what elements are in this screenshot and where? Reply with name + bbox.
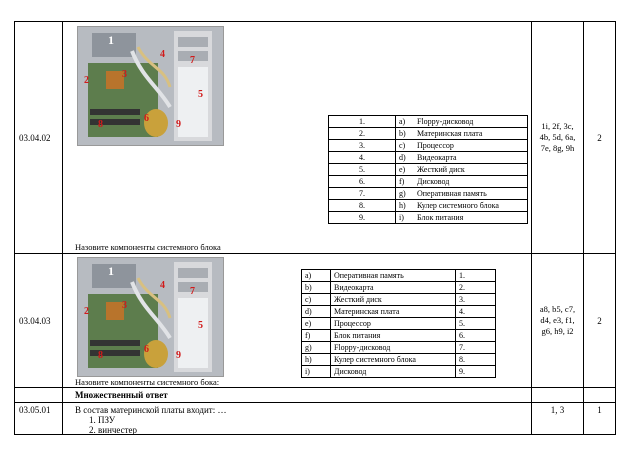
row2-component: Жесткий диск xyxy=(331,294,456,306)
row1-answer-line: 7e, 8g, 9h xyxy=(540,143,575,153)
row2-component: Материнская плата xyxy=(331,306,456,318)
row3-code: 03.05.01 xyxy=(19,405,51,415)
row2-photo-label-8: 8 xyxy=(98,350,103,361)
row1-component: Кулер системного блока xyxy=(414,200,528,212)
row1-photo-label-5: 5 xyxy=(198,89,203,100)
table-row xyxy=(329,164,528,176)
row2-letter: d) xyxy=(302,306,331,318)
table-row xyxy=(302,342,496,354)
table-row xyxy=(329,176,528,188)
row1-component: Оперативная память xyxy=(414,188,528,200)
row1-component: Блок питания xyxy=(414,212,528,224)
row2-component: Floppy-дисковод xyxy=(331,342,456,354)
row2-answer-line: d4, e3, f1, xyxy=(540,315,575,325)
row2-num: 4. xyxy=(456,306,496,318)
row2-letter: g) xyxy=(302,342,331,354)
row1-num: 2. xyxy=(329,128,396,140)
row3-code-cell xyxy=(14,402,63,435)
table-row xyxy=(302,330,496,342)
section-title-cell xyxy=(62,387,532,403)
row1-letter: a) xyxy=(396,116,415,128)
row2-num: 9. xyxy=(456,366,496,378)
row1-score-cell xyxy=(583,21,616,254)
row1-num: 8. xyxy=(329,200,396,212)
row2-photo-label-5: 5 xyxy=(198,320,203,331)
row2-code-cell xyxy=(14,253,63,388)
row1-letter: e) xyxy=(396,164,415,176)
row1-caption: Назовите компоненты системного блока xyxy=(75,242,221,252)
table-row xyxy=(329,128,528,140)
row1-photo-label-2: 2 xyxy=(84,75,89,86)
row2-num: 1. xyxy=(456,270,496,282)
row2-component: Дисковод xyxy=(331,366,456,378)
row3-question-cell xyxy=(62,402,532,435)
row2-component: Оперативная память xyxy=(331,270,456,282)
table-row xyxy=(329,116,528,128)
row1-num: 4. xyxy=(329,152,396,164)
row1-answer-line: 4b, 5d, 6a, xyxy=(539,132,576,142)
row2-photo-label-7: 7 xyxy=(190,286,195,297)
row1-matching-table xyxy=(328,115,528,224)
row2-component: Блок питания xyxy=(331,330,456,342)
row2-score: 2 xyxy=(597,315,602,326)
row1-letter: b) xyxy=(396,128,415,140)
row3-option-2: 2. винчестер xyxy=(89,425,138,435)
table-row xyxy=(329,188,528,200)
row1-letter: f) xyxy=(396,176,415,188)
row2-answer-line: a8, b5, c7, xyxy=(539,304,576,314)
row2-component: Процессор xyxy=(331,318,456,330)
row1-num: 1. xyxy=(329,116,396,128)
table-row xyxy=(329,140,528,152)
section-title: Множественный ответ xyxy=(75,390,168,400)
table-row xyxy=(302,306,496,318)
section-score-cell xyxy=(583,387,616,403)
row1-code: 03.04.02 xyxy=(19,132,51,143)
table-row xyxy=(329,200,528,212)
row3-score-cell xyxy=(583,402,616,435)
row1-letter: i) xyxy=(396,212,415,224)
row2-letter: e) xyxy=(302,318,331,330)
row1-photo-label-7: 7 xyxy=(190,55,195,66)
row1-letter: c) xyxy=(396,140,415,152)
row2-photo-label-3: 3 xyxy=(122,300,127,311)
row1-component: Видеокарта xyxy=(414,152,528,164)
row1-letter: d) xyxy=(396,152,415,164)
row2-num: 6. xyxy=(456,330,496,342)
row1-answer-cell xyxy=(531,21,584,254)
row1-component: Floppy-дисковод xyxy=(414,116,528,128)
table-row xyxy=(329,152,528,164)
row2-answer-line: g6, h9, i2 xyxy=(541,326,574,336)
row2-photo-label-4: 4 xyxy=(160,280,165,291)
row1-letter: h) xyxy=(396,200,415,212)
row2-letter: c) xyxy=(302,294,331,306)
row2-component: Видеокарта xyxy=(331,282,456,294)
row2-photo-label-9: 9 xyxy=(176,350,181,361)
table-row xyxy=(329,212,528,224)
row1-score: 2 xyxy=(597,132,602,143)
row2-num: 2. xyxy=(456,282,496,294)
row2-matching-table xyxy=(301,269,496,378)
row1-num: 3. xyxy=(329,140,396,152)
table-row xyxy=(302,294,496,306)
row3-answer-cell xyxy=(531,402,584,435)
row1-photo-label-3: 3 xyxy=(122,69,127,80)
row1-system-unit-photo xyxy=(77,26,224,146)
row2-component: Кулер системного блока xyxy=(331,354,456,366)
row2-num: 5. xyxy=(456,318,496,330)
row1-code-cell xyxy=(14,21,63,254)
row3-option-1: 1. ПЗУ xyxy=(89,415,116,425)
row2-photo-label-2: 2 xyxy=(84,306,89,317)
row3-score: 1 xyxy=(597,405,602,415)
row1-photo-label-9: 9 xyxy=(176,119,181,130)
table-row xyxy=(302,366,496,378)
row2-letter: a) xyxy=(302,270,331,282)
row1-num: 9. xyxy=(329,212,396,224)
row2-score-cell xyxy=(583,253,616,388)
row1-component: Жесткий диск xyxy=(414,164,528,176)
row1-answer-line: 1i, 2f, 3c, xyxy=(541,121,574,131)
row2-letter: i) xyxy=(302,366,331,378)
row2-system-unit-photo xyxy=(77,257,224,377)
table-row xyxy=(302,354,496,366)
row3-question: В состав материнской платы входит: … xyxy=(75,405,227,415)
row1-photo-label-4: 4 xyxy=(160,49,165,60)
row2-photo-label-6: 6 xyxy=(144,344,149,355)
section-code-cell xyxy=(14,387,63,403)
row2-answer-cell xyxy=(531,253,584,388)
row2-question-cell xyxy=(62,253,532,388)
row1-num: 5. xyxy=(329,164,396,176)
row2-letter: h) xyxy=(302,354,331,366)
row2-num: 3. xyxy=(456,294,496,306)
row2-caption: Назовите компоненты системного бока: xyxy=(75,377,220,387)
row1-num: 6. xyxy=(329,176,396,188)
section-answer-cell xyxy=(531,387,584,403)
row1-letter: g) xyxy=(396,188,415,200)
row2-code: 03.04.03 xyxy=(19,315,51,326)
row1-component: Дисковод xyxy=(414,176,528,188)
table-row xyxy=(302,270,496,282)
table-row xyxy=(302,318,496,330)
row2-photo-label-1: 1 xyxy=(108,264,114,278)
row2-letter: f) xyxy=(302,330,331,342)
row1-component: Процессор xyxy=(414,140,528,152)
row1-question-cell xyxy=(62,21,532,254)
row2-num: 7. xyxy=(456,342,496,354)
row3-answer: 1, 3 xyxy=(550,405,565,415)
row2-letter: b) xyxy=(302,282,331,294)
row1-photo-label-1: 1 xyxy=(108,33,114,47)
row1-component: Материнская плата xyxy=(414,128,528,140)
table-row xyxy=(302,282,496,294)
row1-num: 7. xyxy=(329,188,396,200)
row2-num: 8. xyxy=(456,354,496,366)
row1-photo-label-8: 8 xyxy=(98,119,103,130)
row1-photo-label-6: 6 xyxy=(144,113,149,124)
